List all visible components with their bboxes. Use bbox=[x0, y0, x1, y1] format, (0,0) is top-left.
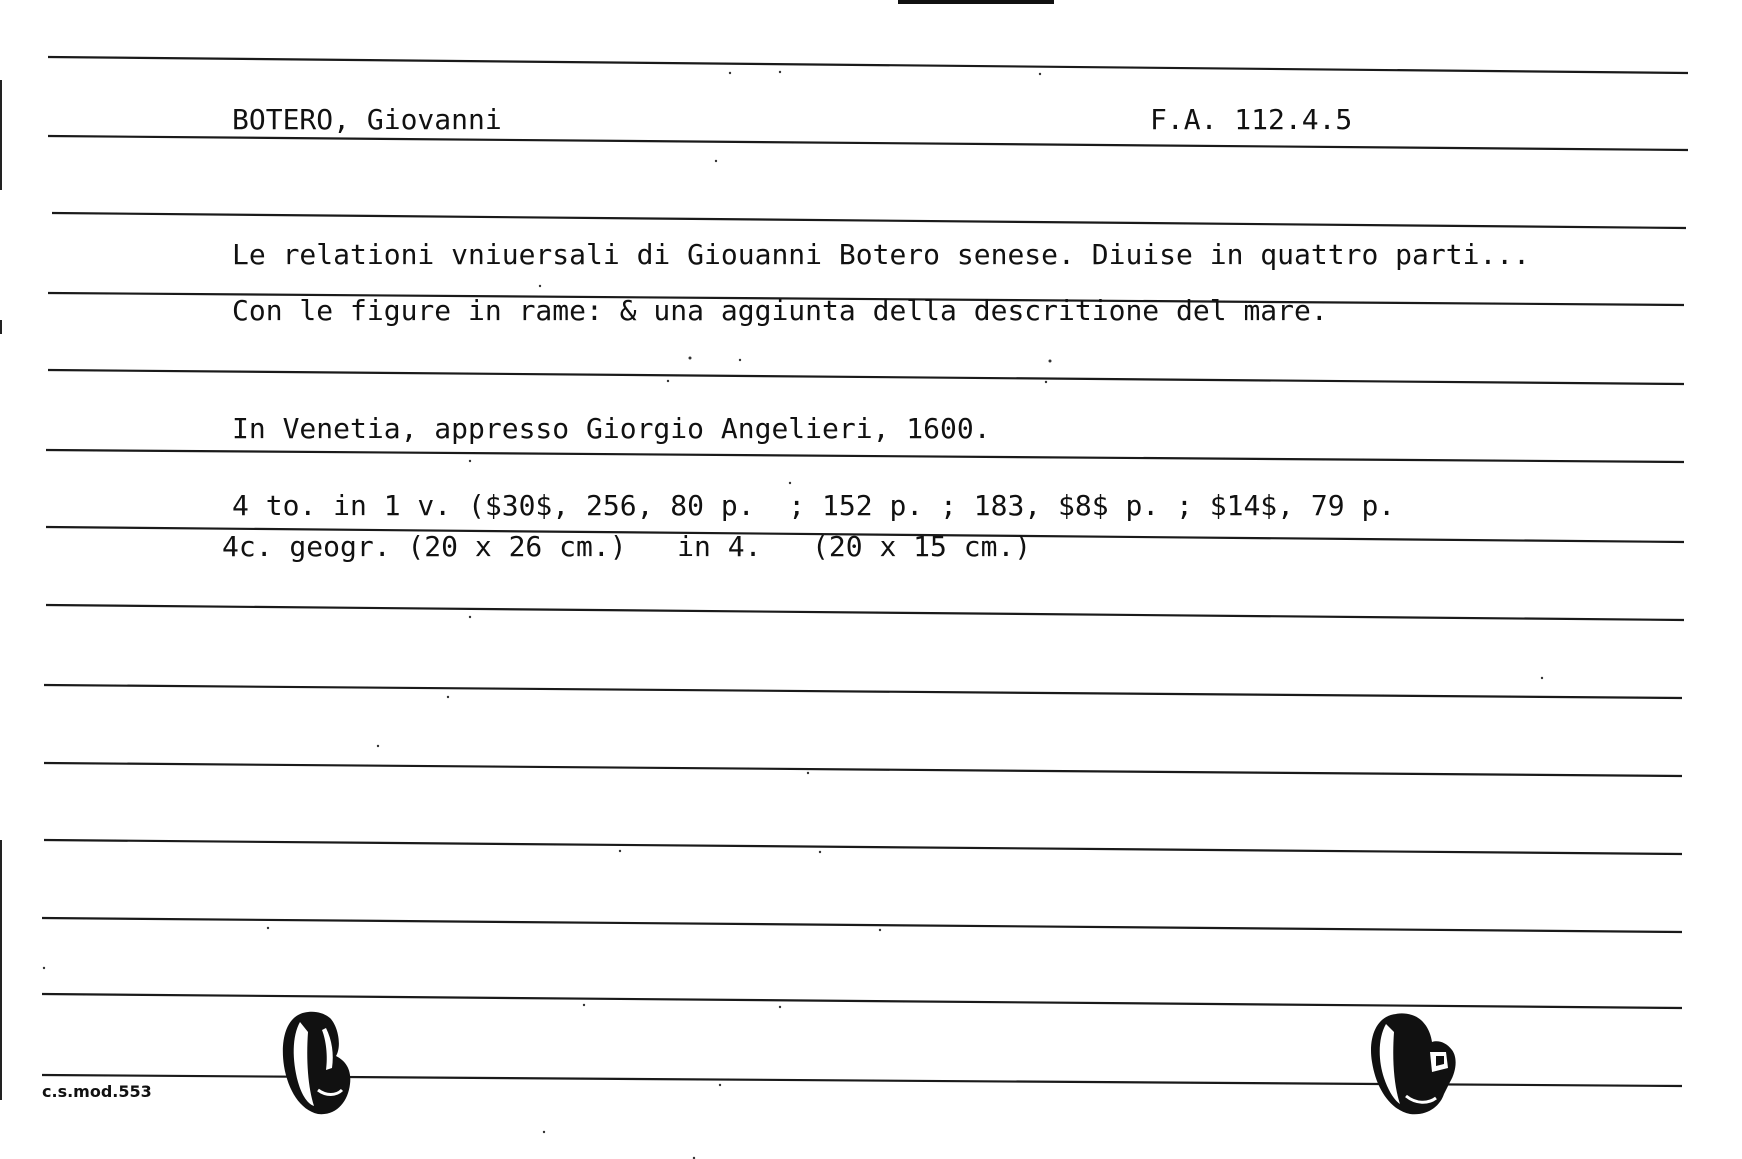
collation-line-2: 4c. geogr. (20 x 26 cm.) in 4. (20 x 15 cm.) bbox=[222, 530, 1032, 563]
imprint: In Venetia, appresso Giorgio Angelieri, 1600. bbox=[232, 412, 991, 445]
author-heading: BOTERO, Giovanni bbox=[232, 103, 502, 136]
card-edge-mark bbox=[0, 80, 2, 190]
form-code: c.s.mod.553 bbox=[42, 1082, 152, 1101]
shelfmark: F.A. 112.4.5 bbox=[1150, 103, 1353, 136]
collation-line-1: 4 to. in 1 v. ($30$, 256, 80 p. ; 152 p. ; 183, $8$ p. ; $14$, 79 p. bbox=[232, 489, 1396, 522]
card-edge-mark bbox=[0, 840, 2, 1100]
title-line-2: Con le figure in rame: & una aggiunta della descritione del mare. bbox=[232, 294, 1328, 327]
card-edge-mark bbox=[0, 320, 2, 334]
title-line-1: Le relationi vniuersali di Giouanni Botero senese. Diuise in quattro parti... bbox=[232, 238, 1531, 271]
punch-hole-left-icon bbox=[278, 1010, 358, 1116]
punch-hole-right-icon bbox=[1366, 1012, 1462, 1116]
